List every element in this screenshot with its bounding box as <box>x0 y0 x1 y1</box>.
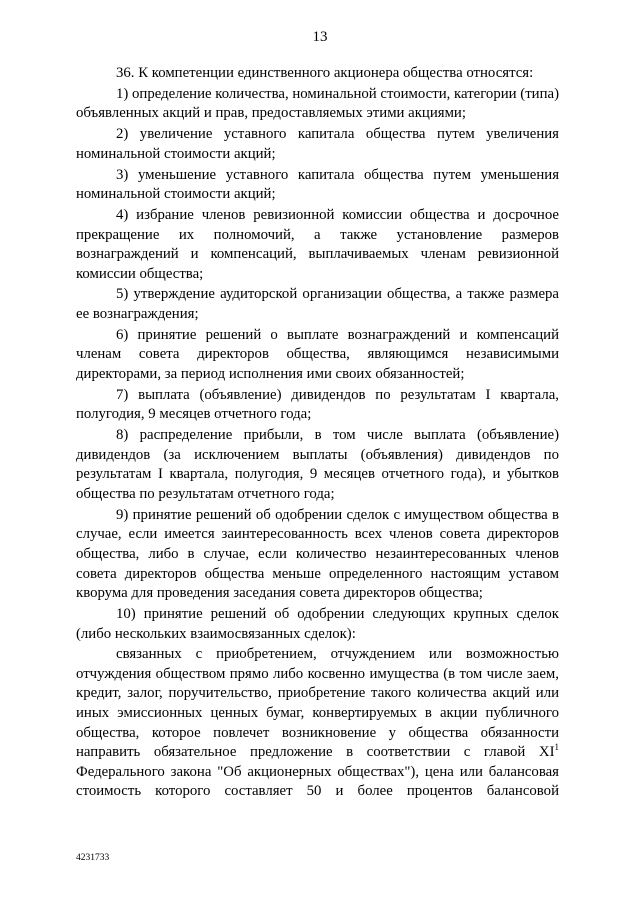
paragraph-item-1: 1) определение количества, номинальной стоимости, категории (типа) объявленных акций и прав, предоставляемых этими акциями; <box>76 85 559 122</box>
paragraph-item-8: 8) распределение прибыли, в том числе выплата (объявление) дивидендов (за исключением выплаты (объявления) дивидендов по результатам I квартала, полугодия, 9 месяцев отчетного года), и убытков общества по результатам отчетного года; <box>76 427 559 502</box>
paragraph-item-3: 3) уменьшение уставного капитала общества путем уменьшения номинальной стоимости акций; <box>76 166 559 203</box>
paragraph-subitem-acquisition <box>76 645 559 803</box>
document-body <box>76 64 559 803</box>
paragraph-item-2: 2) увеличение уставного капитала общества путем увеличения номинальной стоимости акций; <box>76 126 559 162</box>
paragraph-item-7: 7) выплата (объявление) дивидендов по результатам I квартала, полугодия, 9 месяцев отчетного года; <box>76 386 559 423</box>
page-number: 13 <box>312 29 328 45</box>
subitem-text-part-2: Федерального закона "Об акционерных обществах"), цена или балансовая стоимость которого составляет 50 и более процентов балансовой <box>76 763 559 800</box>
paragraph-36: 36. К компетенции единственного акционера общества относятся: <box>116 65 534 81</box>
document-id: 4231733 <box>76 853 110 863</box>
paragraph-item-6: 6) принятие решений о выплате вознаграждений и компенсаций членам совета директоров общества, являющимся независимыми директорами, за период исполнения ими своих обязанностей; <box>76 326 559 383</box>
paragraph-item-5: 5) утверждение аудиторской организации общества, а также размера ее вознаграждения; <box>76 286 559 323</box>
paragraph-item-9: 9) принятие решений об одобрении сделок с имуществом общества в случае, если имеется заинтересованность всех членов совета директоров общества, либо в случае, если количество незаинтересованных членов совета директоров общества меньше определенного настоящим уставом кворума для проведения заседания совета директоров общества; <box>76 506 559 602</box>
paragraph-item-10: 10) принятие решений об одобрении следующих крупных сделок (либо нескольких взаимосвязанных сделок): <box>76 605 559 642</box>
chapter-superscript: 1 <box>554 742 559 753</box>
paragraph-item-4: 4) избрание членов ревизионной комиссии общества и досрочное прекращение их полномочий, а также установление размеров вознаграждений и компенсаций, выплачиваемых членам ревизионной комиссии общества; <box>76 206 559 282</box>
subitem-text-part-1: связанных с приобретением, отчуждением или возможностью отчуждения обществом прямо либо косвенно имущества (в том числе заем, кредит, залог, поручительство, приобретение такого количества акций или иных эмиссионных ценных бумаг, конвертируемых в акции публичного общества, которое повлечет возникновение у общества обязанности направить обязательное предложение в соответствии с главой XI <box>76 646 559 761</box>
